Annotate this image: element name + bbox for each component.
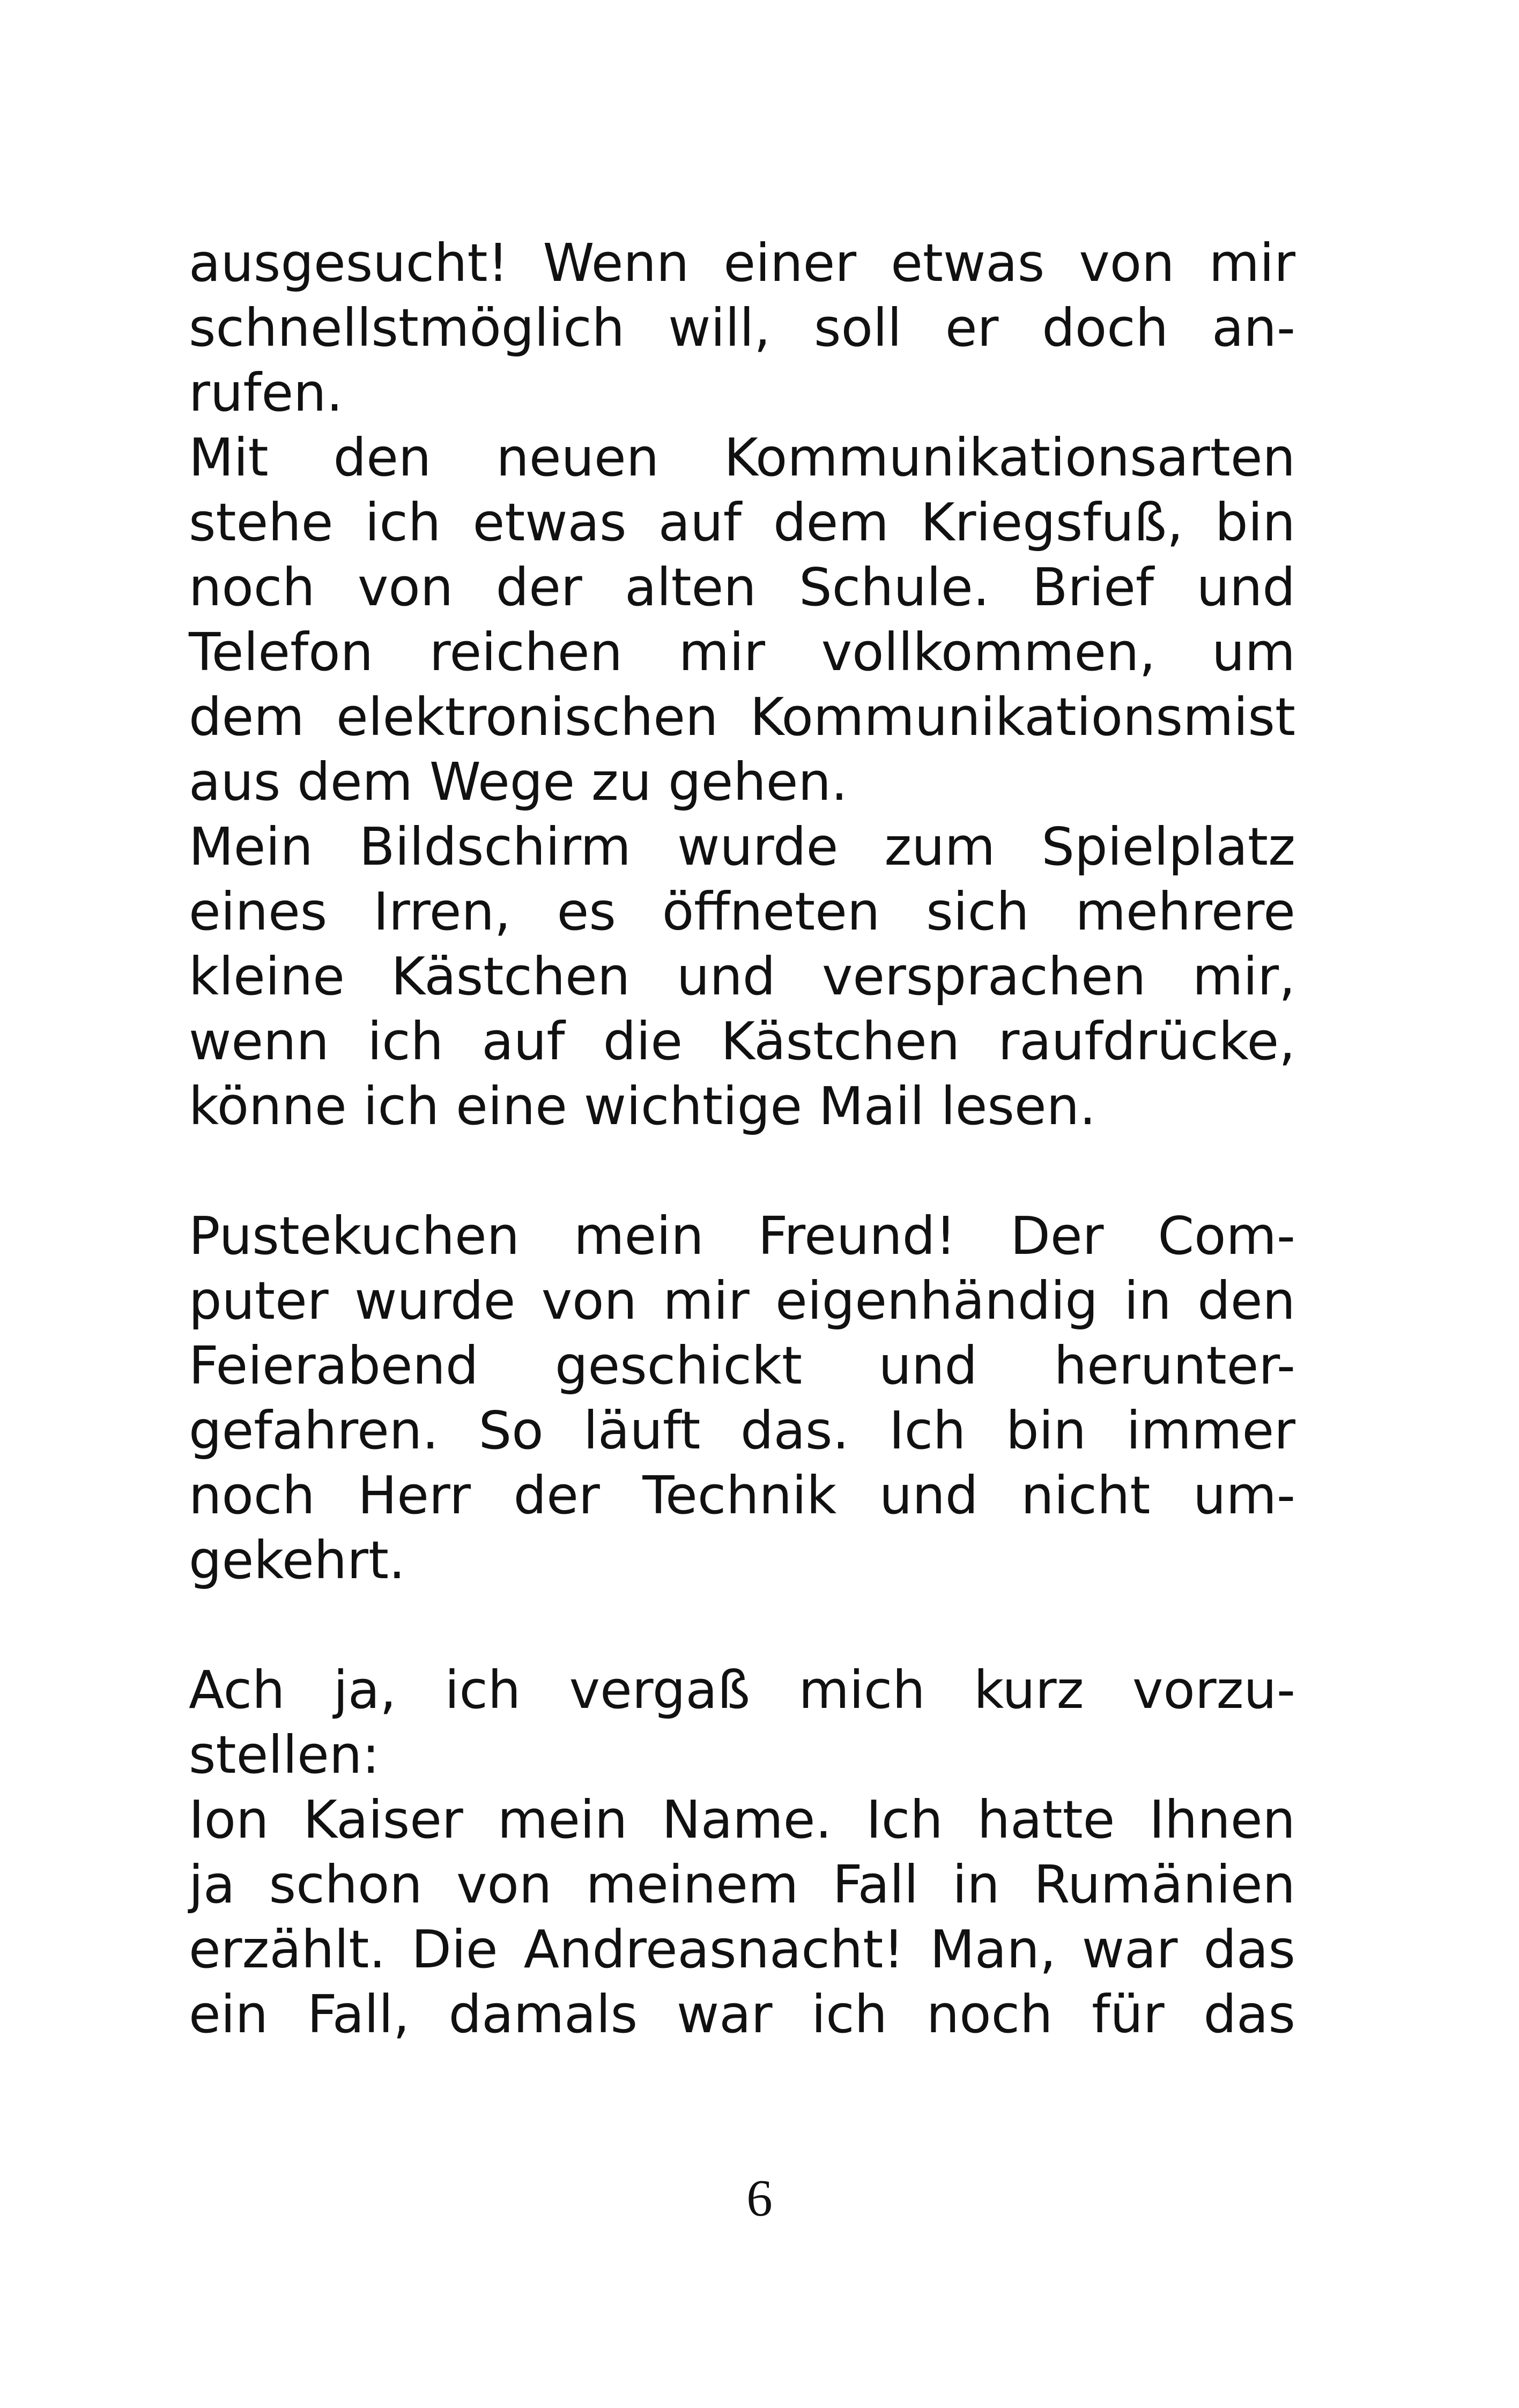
text-line: schnellstmöglich will, soll er doch an- xyxy=(189,298,1295,358)
paragraph xyxy=(189,1203,1295,1593)
text-line: gekehrt. xyxy=(189,1530,405,1591)
page-number: 6 xyxy=(746,2169,773,2227)
paragraph-spacer xyxy=(189,1593,1295,1658)
paragraph xyxy=(189,814,1295,1139)
text-line: erzählt. Die Andreasnacht! Man, war das xyxy=(189,1919,1295,1980)
text-line: ausgesucht! Wenn einer etwas von mir xyxy=(189,233,1295,293)
text-line: aus dem Wege zu gehen. xyxy=(189,752,848,812)
body-text xyxy=(189,231,1295,2047)
paragraph xyxy=(189,1658,1295,1787)
text-line: Ion Kaiser mein Name. Ich hatte Ihnen xyxy=(189,1789,1295,1850)
paragraph xyxy=(189,1787,1295,2047)
text-line: noch Herr der Technik und nicht um- xyxy=(189,1465,1295,1526)
text-line: puter wurde von mir eigenhändig in den xyxy=(189,1270,1295,1331)
text-line: kleine Kästchen und versprachen mir, xyxy=(189,946,1295,1007)
text-line: dem elektronischen Kommunikationsmist xyxy=(189,687,1295,747)
text-line: stellen: xyxy=(189,1725,380,1785)
text-line: gefahren. So läuft das. Ich bin immer xyxy=(189,1400,1295,1461)
text-line: rufen. xyxy=(189,362,343,423)
text-line: eines Irren, es öffneten sich mehrere xyxy=(189,881,1295,942)
paragraph xyxy=(189,425,1295,814)
text-line: Pustekuchen mein Freund! Der Com- xyxy=(189,1206,1295,1266)
text-line: könne ich eine wichtige Mail lesen. xyxy=(189,1076,1096,1136)
text-line: Telefon reichen mir vollkommen, um xyxy=(189,622,1295,682)
text-line: ja schon von meinem Fall in Rumänien xyxy=(189,1854,1295,1915)
text-line: Mein Bildschirm wurde zum Spielplatz xyxy=(189,816,1295,877)
text-line: stehe ich etwas auf dem Kriegsfuß, bin xyxy=(189,492,1295,553)
text-line: Mit den neuen Kommunikationsarten xyxy=(189,427,1295,488)
text-line: Ach ja, ich vergaß mich kurz vorzu- xyxy=(189,1660,1295,1720)
paragraph xyxy=(189,231,1295,425)
text-line: noch von der alten Schule. Brief und xyxy=(189,557,1295,618)
text-line: Feierabend geschickt und herunter- xyxy=(189,1335,1295,1396)
paragraph-spacer xyxy=(189,1139,1295,1203)
text-line: wenn ich auf die Kästchen raufdrücke, xyxy=(189,1011,1295,1072)
text-line: ein Fall, damals war ich noch für das xyxy=(189,1984,1295,2045)
